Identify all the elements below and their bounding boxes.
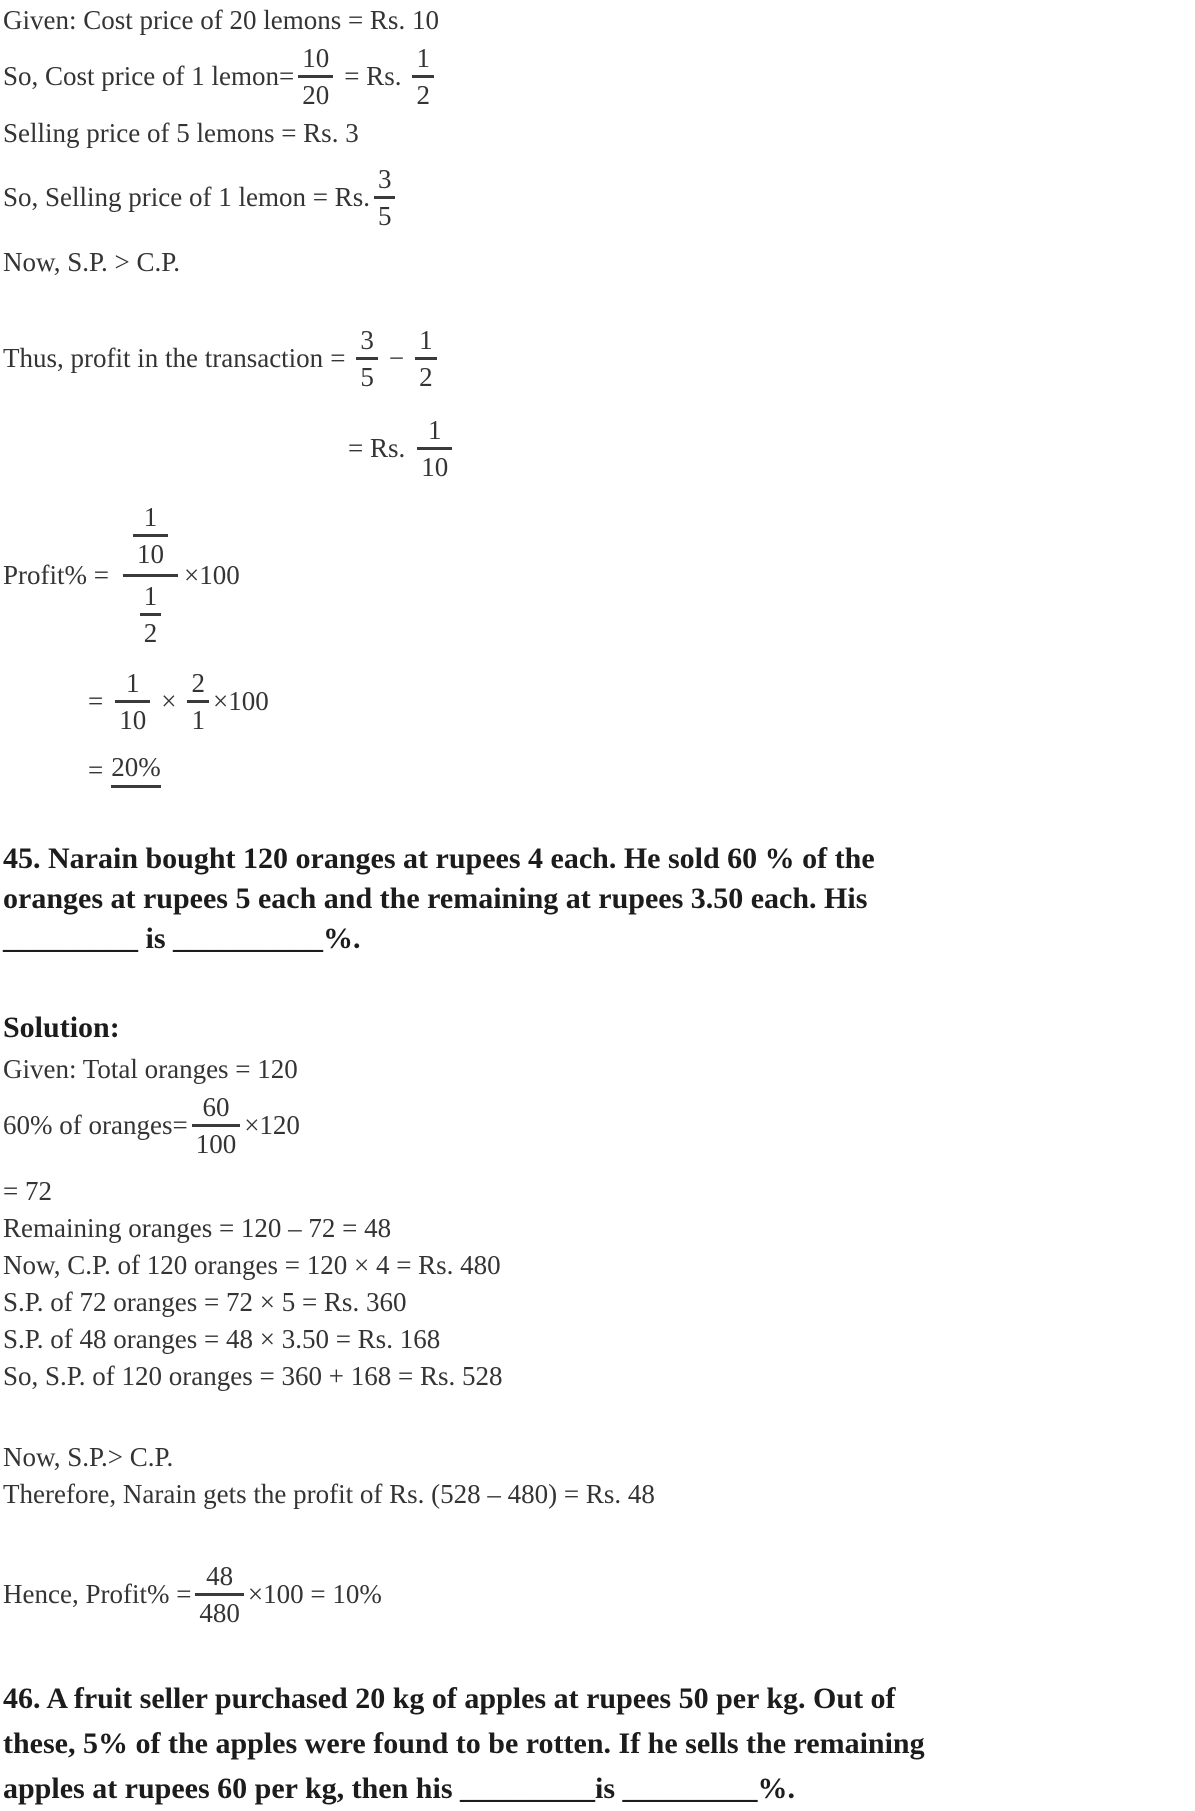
selling-price-5-lemons-line: Selling price of 5 lemons = Rs. 3 [3,118,359,148]
equals-sign: = [330,343,346,373]
equals-rs-text: = Rs. [348,433,406,463]
given-cost-price-line: Given: Cost price of 20 lemons = Rs. 10 [3,5,439,35]
profit-percent-result-line [88,752,1195,788]
line-text: 60% of oranges= [3,1110,188,1140]
times-100-text: ×100 [212,686,269,716]
fraction [187,668,209,735]
cost-price-per-lemon-line [3,43,1195,110]
fraction-denominator: 10 [136,539,164,569]
fraction [133,502,168,569]
cp-120-oranges-line: Now, C.P. of 120 oranges = 120 × 4 = Rs. 480 [3,1250,501,1280]
question-45-line-1: 45. Narain bought 120 oranges at rupees 4 each. He sold 60 % of the [3,842,875,875]
question-46 [3,1676,1195,1811]
final-answer-value: 20% [111,752,161,788]
sp-120-oranges-line: So, S.P. of 120 oranges = 360 + 168 = Rs. 528 [3,1361,503,1391]
equals-sign: = [88,754,104,785]
question-45 [3,839,1195,959]
fraction-numerator: 2 [187,668,209,703]
nested-fraction [123,502,178,649]
fraction-denominator: 10 [421,452,449,482]
fraction-numerator: 1 [133,502,168,537]
sp-48-oranges-line: S.P. of 48 oranges = 48 × 3.50 = Rs. 168 [3,1324,441,1354]
fraction-denominator: 480 [199,1598,240,1628]
line-text: So, Cost price of 1 lemon= [3,61,295,91]
fraction-denominator: 100 [195,1129,237,1159]
fraction-denominator: 1 [191,705,205,735]
fraction-numerator: 10 [298,43,333,78]
fraction [140,581,162,648]
question-46-line-1: 46. A fruit seller purchased 20 kg of apples at rupees 50 per kg. Out of [3,1682,896,1715]
fraction [417,415,452,482]
fraction-numerator: 60 [192,1092,241,1127]
profit-percent-label: Profit% = [3,560,109,590]
fraction-denominator: 5 [377,201,392,231]
fraction-denominator: 2 [419,362,433,392]
fraction [374,164,396,231]
fraction-denominator: 20 [302,80,330,110]
fraction [415,325,437,392]
fraction-numerator: 1 [115,668,150,703]
times-sign: × [161,686,177,716]
fraction-numerator: 1 [417,415,452,450]
fraction-denominator: 2 [416,80,430,110]
fraction [192,1092,241,1159]
question-46-line-3: apples at rupees 60 per kg, then his _________is _________%. [3,1772,796,1805]
fraction-numerator: 1 [140,581,162,616]
fraction-numerator: 3 [374,164,396,199]
fraction [298,43,333,110]
fraction-denominator: 10 [119,705,147,735]
profit-percent-formula-line [3,502,1195,649]
sixty-percent-line [3,1092,1195,1159]
sp-72-oranges-line: S.P. of 72 oranges = 72 × 5 = Rs. 360 [3,1287,407,1317]
fraction-numerator: 48 [195,1561,244,1596]
nested-fraction-numerator [123,502,178,577]
question-45-line-3: _________ is __________%. [3,922,361,955]
fraction [195,1561,244,1628]
times-100-result-text: ×100 = 10% [247,1579,382,1609]
line-text: Hence, Profit% = [3,1579,192,1609]
equals-rs-text: = Rs. [344,61,402,91]
fraction-numerator: 1 [415,325,437,360]
question-46-line-2: these, 5% of the apples were found to be rotten. If he sells the remaining [3,1727,925,1760]
fraction-denominator: 5 [360,362,374,392]
profit-rupees-result-line [348,415,1195,482]
given-total-oranges-line: Given: Total oranges = 120 [3,1054,298,1084]
remaining-oranges-line: Remaining oranges = 120 – 72 = 48 [3,1213,392,1243]
sp-gt-cp-line: Now, S.P. > C.P. [3,247,181,277]
equals-sign: = [88,686,104,716]
profit-transaction-line [3,325,1195,392]
fraction-numerator: 3 [356,325,378,360]
profit-percent-step-line [88,668,1195,735]
narain-profit-line: Therefore, Narain gets the profit of Rs. (528 – 480) = Rs. 48 [3,1479,655,1509]
fraction [356,325,378,392]
line-text: So, Selling price of 1 lemon = Rs. [3,182,370,212]
solution-heading: Solution: [3,1011,120,1044]
selling-price-per-lemon-line [3,164,1195,231]
fraction-numerator: 1 [412,43,434,78]
times-120-text: ×120 [244,1110,300,1140]
minus-sign: − [388,343,405,373]
hence-profit-percent-line [3,1561,1195,1628]
fraction-denominator: 2 [143,618,158,648]
equals-72-line: = 72 [3,1176,52,1206]
fraction [115,668,150,735]
sp-gt-cp-line-2: Now, S.P.> C.P. [3,1442,174,1472]
nested-fraction-denominator [123,577,178,649]
question-45-line-2: oranges at rupees 5 each and the remaining at rupees 3.50 each. His [3,882,868,915]
line-text: Thus, profit in the transaction [3,343,324,373]
times-100-text: ×100 [183,560,240,590]
fraction [412,43,434,110]
